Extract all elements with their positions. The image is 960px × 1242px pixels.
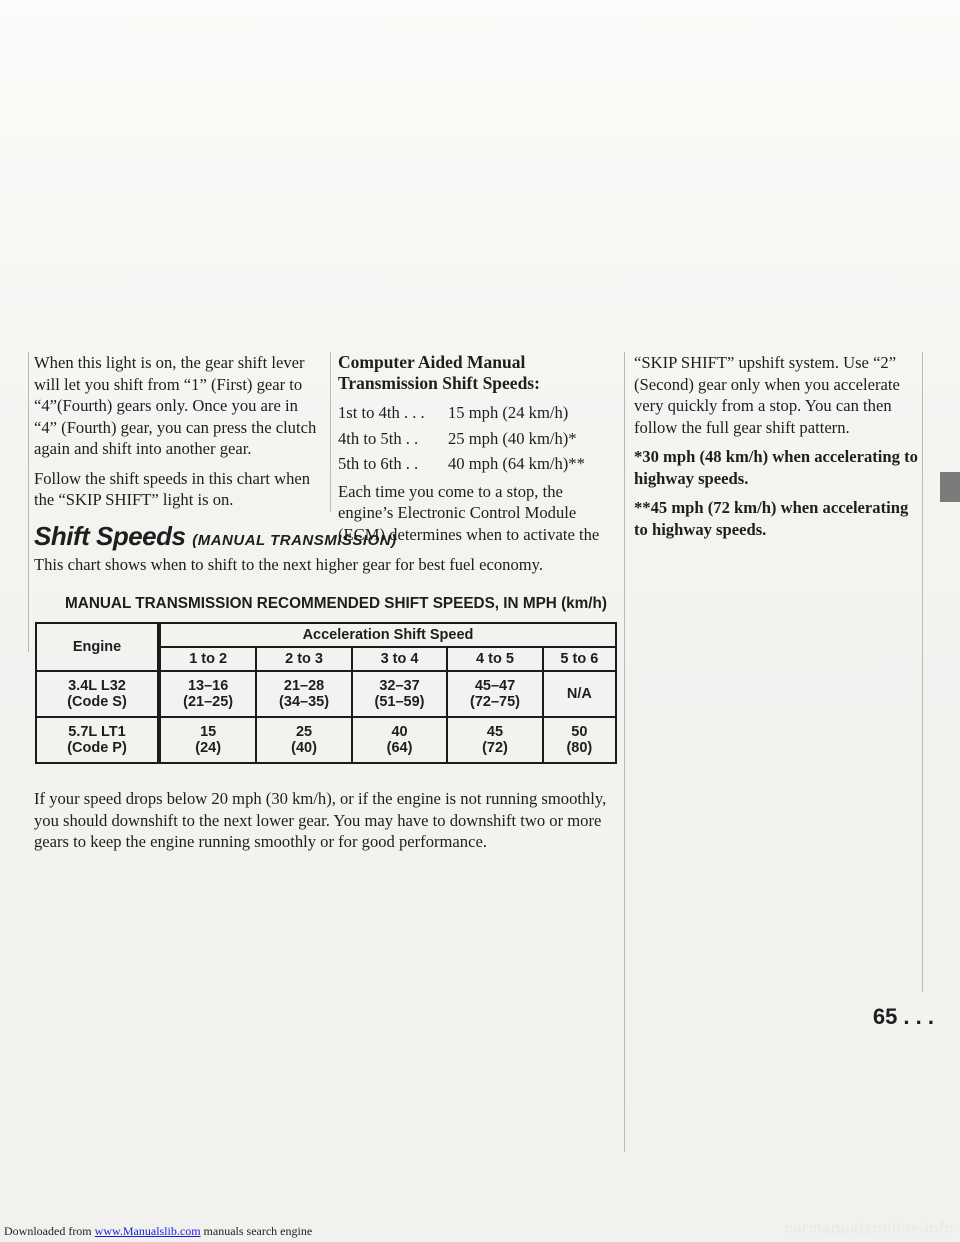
speed-row: [338, 453, 620, 475]
engine-code: (Code P): [67, 740, 127, 756]
section-title: [34, 521, 397, 552]
speed-cell: [256, 717, 351, 763]
mph-value: 21–28: [283, 678, 325, 694]
speed-label: 1st to 4th . . .: [338, 403, 425, 422]
table-title: MANUAL TRANSMISSION RECOMMENDED SHIFT SPEEDS, IN MPH (km/h): [65, 595, 607, 612]
left-paragraph-1: When this light is on, the gear shift lever will let you shift from “1” (First) gear to “4”(Fourth) gears only. Once you are in “4” (Fourth) gear, you can press the clutch again and shift into another gear.: [34, 353, 317, 458]
page-number: 65 . . .: [872, 1004, 934, 1029]
column-rule: [28, 352, 29, 652]
column-rule: [330, 352, 331, 512]
column-rule: [922, 352, 923, 992]
kmh-value: (51–59): [374, 694, 425, 710]
engine-code: (Code S): [67, 694, 127, 710]
download-footer: [4, 1224, 312, 1239]
table-header-row: [36, 623, 616, 647]
speed-cell: [352, 717, 447, 763]
column-header: 2 to 3: [256, 647, 351, 671]
section-intro: This chart shows when to shift to the next higher gear for best fuel economy.: [34, 555, 544, 574]
left-column: [34, 352, 324, 519]
speed-label: 5th to 6th . .: [338, 454, 419, 473]
engine-name: 5.7L LT1: [68, 724, 126, 740]
section-title-sub: (MANUAL TRANSMISSION): [192, 532, 397, 549]
mph-value: 13–16: [187, 678, 229, 694]
speed-row: [338, 402, 620, 424]
section-tab-marker: [940, 472, 960, 502]
mph-value: 50: [571, 724, 588, 740]
watermark: carmanualsonline.info: [784, 1220, 954, 1237]
mph-value: 15: [200, 724, 217, 740]
right-column: [634, 352, 918, 548]
speed-cell: [159, 671, 256, 717]
column-header: 4 to 5: [447, 647, 542, 671]
mph-value: 25: [295, 724, 313, 740]
speed-cell: [256, 671, 351, 717]
kmh-value: (80): [566, 740, 593, 756]
footer-prefix: Downloaded from: [4, 1224, 92, 1238]
group-header: Acceleration Shift Speed: [159, 623, 616, 647]
kmh-value: (24): [195, 740, 222, 756]
middle-paragraph: Each time you come to a stop, the engine’s Electronic Control Module (ECM) determines when to activate the: [338, 481, 600, 544]
kmh-value: (34–35): [279, 694, 330, 710]
manualslib-link[interactable]: www.Manualslib.com: [94, 1224, 201, 1238]
column-header: 1 to 2: [159, 647, 256, 671]
column-header: 3 to 4: [352, 647, 447, 671]
column-header: 5 to 6: [543, 647, 616, 671]
engine-cell: [36, 671, 159, 717]
engine-header: Engine: [36, 623, 159, 671]
footnote-30mph: *30 mph (48 km/h) when accelerating to highway speeds.: [634, 447, 918, 488]
right-paragraph: “SKIP SHIFT” upshift system. Use “2” (Second) gear only when you accelerate very quickly from a stop. You can then follow the full gear shift pattern.: [634, 353, 900, 437]
middle-heading: Computer Aided Manual Transmission Shift Speeds:: [338, 352, 540, 393]
kmh-value: (40): [291, 740, 317, 756]
speed-cell: [447, 671, 542, 717]
mph-value: 45–47: [474, 678, 516, 694]
engine-name: 3.4L L32: [68, 678, 126, 694]
table-row: [36, 717, 616, 763]
footnote-45mph: **45 mph (72 km/h) when accelerating to highway speeds.: [634, 498, 909, 539]
section-title-main: Shift Speeds: [34, 521, 186, 551]
speed-cell: [543, 671, 616, 717]
speed-row: [338, 428, 620, 450]
speed-cell: [159, 717, 256, 763]
kmh-value: (21–25): [183, 694, 234, 710]
shift-speed-table: [35, 622, 617, 764]
speed-value: 40 mph (64 km/h)**: [448, 454, 585, 473]
mph-value: 45: [486, 724, 504, 740]
column-rule: [624, 352, 625, 1152]
speed-value: 15 mph (24 km/h): [448, 403, 569, 422]
kmh-value: (64): [386, 740, 413, 756]
left-paragraph-2: Follow the shift speeds in this chart when the “SKIP SHIFT” light is on.: [34, 468, 311, 509]
speed-cell: [447, 717, 542, 763]
speed-cell: [352, 671, 447, 717]
kmh-value: (72): [482, 740, 508, 756]
mph-value: 32–37: [379, 678, 420, 694]
speed-value: 25 mph (40 km/h)*: [448, 428, 577, 448]
mph-value: N/A: [566, 686, 592, 702]
after-table-paragraph: If your speed drops below 20 mph (30 km/h), or if the engine is not running smoothly, you should downshift to the next lower gear. You may have to downshift two or more gears to keep the engine running smoothly or for good performance.: [34, 789, 607, 851]
mph-value: 40: [391, 724, 408, 740]
engine-cell: [36, 717, 159, 763]
kmh-value: (72–75): [469, 694, 520, 710]
speed-cell: [543, 717, 616, 763]
footer-suffix: manuals search engine: [203, 1224, 313, 1238]
speed-label: 4th to 5th . .: [338, 428, 419, 448]
table-row: [36, 671, 616, 717]
